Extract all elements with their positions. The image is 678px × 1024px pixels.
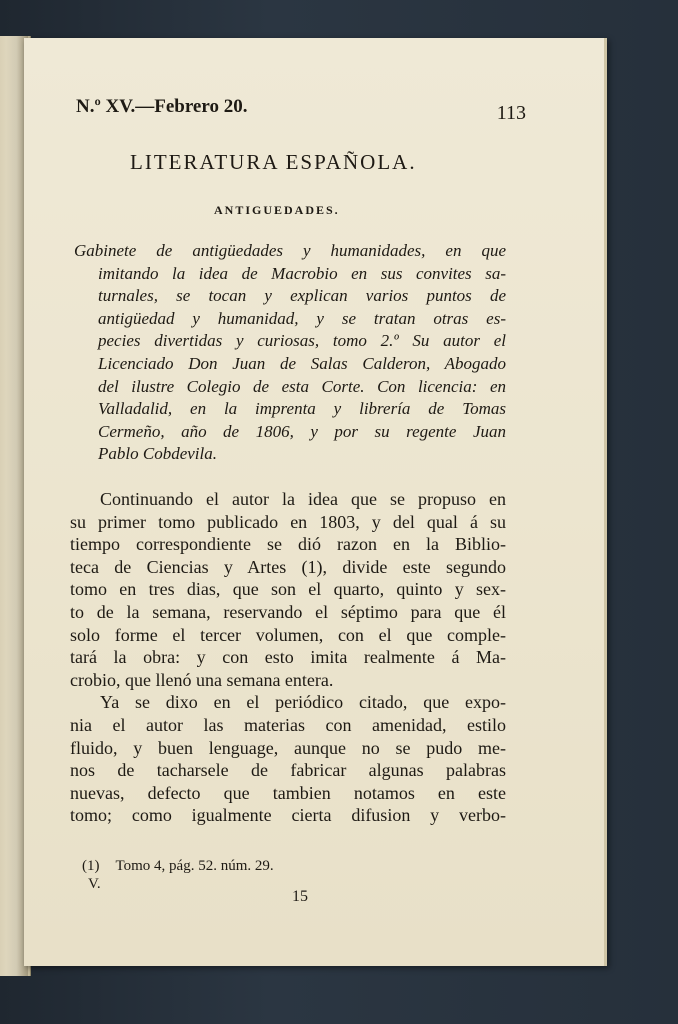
entry-line: del ilustre Colegio de esta Corte. Con licencia: en: [98, 376, 506, 396]
body-line: tomo; como igualmente cierta difusion y verbo-: [70, 805, 506, 826]
footnote-text: Tomo 4, pág. 52. núm. 29.: [115, 858, 274, 874]
page-number: 113: [496, 102, 526, 124]
subsection-title: ANTIGUEDADES.: [214, 203, 340, 217]
entry-line: Cermeño, año de 1806, y por su regente Juan: [98, 421, 506, 441]
footnote: [82, 858, 274, 875]
entry-line: Gabinete de antigüedades y humanidades, en que: [74, 241, 506, 260]
entry-line: imitando la idea de Macrobio en sus convites sa-: [98, 263, 506, 283]
running-head: N.º XV.—Febrero 20.: [76, 96, 248, 117]
entry-line: antigüedad y humanidad, y se tratan otras es-: [98, 308, 506, 328]
body-line: crobio, que llenó una semana entera.: [70, 669, 334, 690]
body-line: fluido, y buen lenguage, aunque no se pudo me-: [70, 737, 506, 758]
body-line: tará la obra: y con esto imita realmente á Ma-: [70, 647, 506, 668]
article-body: [70, 488, 506, 827]
body-line: nia el autor las materias con amenidad, estilo: [70, 714, 506, 735]
entry-line: Licenciado Don Juan de Salas Calderon, Abogado: [98, 353, 506, 373]
body-line: teca de Ciencias y Artes (1), divide este segundo: [70, 556, 506, 577]
entry-line: Pablo Cobdevila.: [98, 444, 217, 464]
entry-line: pecies divertidas y curiosas, tomo 2.º Su autor el: [98, 331, 506, 351]
entry-line: turnales, se tocan y explican varios puntos de: [98, 286, 506, 306]
body-line: tomo en tres dias, que son el quarto, quinto y sex-: [70, 579, 506, 600]
catchword: 15: [292, 888, 308, 905]
body-line: su primer tomo publicado en 1803, y del qual á su: [70, 511, 506, 532]
signature-mark: V.: [88, 876, 101, 892]
body-line: Ya se dixo en el periódico citado, que expo-: [100, 692, 506, 713]
section-title: LITERATURA ESPAÑOLA.: [130, 150, 417, 174]
body-line: Continuando el autor la idea que se propuso en: [100, 489, 506, 509]
body-line: solo forme el tercer volumen, con el que comple-: [70, 624, 506, 645]
body-line: nos de tacharsele de fabricar algunas palabras: [70, 760, 506, 781]
footnote-mark: (1): [82, 858, 100, 874]
bibliographic-entry: [74, 240, 506, 466]
body-line: tiempo correspondiente se dió razon en la Biblio-: [70, 534, 506, 555]
body-line: to de la semana, reservando el séptimo para que él: [70, 601, 506, 622]
entry-line: Valladalid, en la imprenta y librería de Tomas: [98, 399, 506, 419]
body-line: nuevas, defecto que tambien notamos en este: [70, 782, 506, 803]
